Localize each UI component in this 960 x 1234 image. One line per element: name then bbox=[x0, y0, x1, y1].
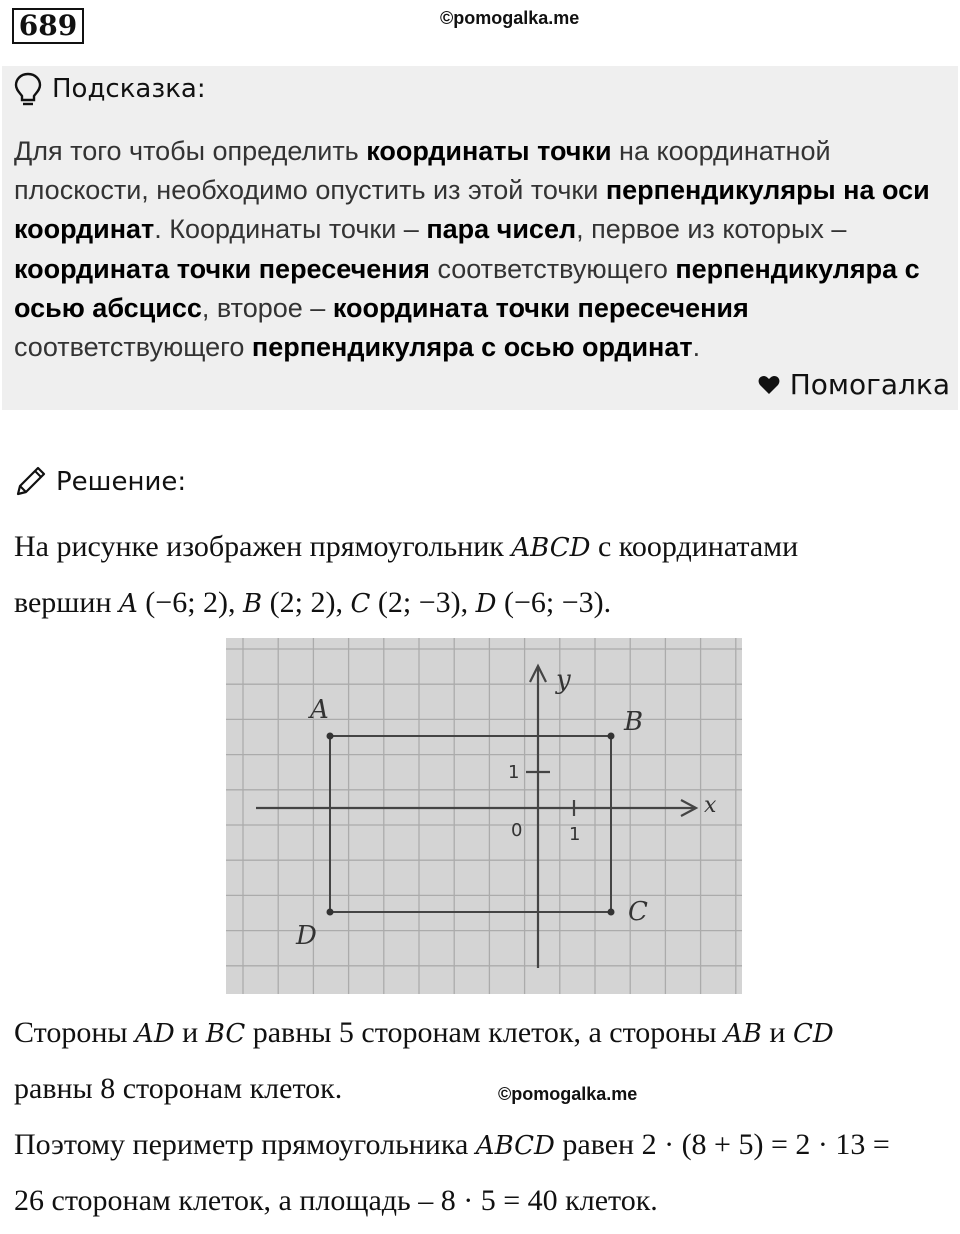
solution-line-1 bbox=[14, 530, 798, 564]
text-part: На рисунке изображен прямоугольник bbox=[14, 530, 512, 563]
vertex-d bbox=[327, 909, 334, 916]
label-y: y bbox=[556, 665, 571, 695]
text-part: Стороны bbox=[14, 1016, 136, 1049]
label-a: A bbox=[310, 695, 329, 725]
hint-title bbox=[14, 72, 206, 106]
hint-text-part: . Координаты точки – bbox=[154, 214, 427, 245]
heart-icon bbox=[758, 375, 780, 395]
math-ad: AD bbox=[135, 1019, 175, 1049]
coord-d: (−6; −3). bbox=[496, 586, 612, 619]
watermark-top: ©pomogalka.me bbox=[440, 8, 580, 28]
hint-text-part: Для того чтобы определить bbox=[14, 136, 367, 166]
solution-title-text: Решение: bbox=[56, 467, 187, 497]
label-one-y: 1 bbox=[508, 762, 520, 783]
hint-text bbox=[14, 132, 954, 367]
lightbulb-icon bbox=[14, 72, 42, 106]
hint-text-part: . bbox=[692, 332, 701, 363]
math-abcd: ABCD bbox=[475, 1131, 555, 1161]
solution-line-5 bbox=[14, 1128, 890, 1162]
math-b: B bbox=[243, 589, 263, 619]
problem-number: 689 bbox=[12, 8, 84, 44]
vertex-a bbox=[327, 733, 334, 740]
brand-name: Помогалка bbox=[789, 368, 950, 401]
label-b: B bbox=[624, 707, 644, 737]
hint-text-bold: перпендикуляры на оси координат bbox=[14, 175, 930, 245]
text-part: с координатами bbox=[590, 530, 799, 563]
solution-line-4: равны 8 сторонам клеток. bbox=[14, 1072, 343, 1105]
label-c: C bbox=[628, 897, 648, 927]
coordinate-figure bbox=[226, 638, 742, 994]
hint-text-bold: перпендикуляра с осью абсцисс bbox=[14, 253, 920, 323]
hint-title-text: Подсказка: bbox=[52, 74, 206, 104]
math-abcd: ABCD bbox=[511, 533, 591, 563]
brand bbox=[758, 368, 950, 401]
text-part: и bbox=[174, 1016, 206, 1049]
text-part: равны 5 сторонам клеток, а стороны bbox=[245, 1016, 725, 1049]
solution-title bbox=[14, 466, 186, 498]
math-cd: CD bbox=[792, 1019, 834, 1049]
coord-c: (2; −3), bbox=[370, 586, 476, 619]
hint-text-bold: координаты точки bbox=[366, 136, 612, 166]
solution-line-2 bbox=[14, 586, 611, 620]
math-d: D bbox=[475, 589, 497, 619]
label-d: D bbox=[296, 921, 317, 951]
vertex-c bbox=[608, 909, 615, 916]
text-part: и bbox=[761, 1016, 793, 1049]
watermark-middle: ©pomogalka.me bbox=[498, 1084, 638, 1104]
math-c: C bbox=[350, 589, 371, 619]
coord-a: (−6; 2), bbox=[137, 586, 244, 619]
math-ab: AB bbox=[724, 1019, 762, 1049]
hint-text-part: , второе – bbox=[201, 292, 333, 323]
hint-text-bold: пара чисел bbox=[426, 214, 577, 245]
label-one-x: 1 bbox=[569, 824, 581, 845]
hint-text-part: , первое из которых – bbox=[576, 214, 847, 245]
hint-text-bold: координата точки пересечения bbox=[332, 292, 749, 323]
hint-text-part: соответствующего bbox=[14, 332, 252, 363]
vertex-b bbox=[608, 733, 615, 740]
coord-b: (2; 2), bbox=[262, 586, 351, 619]
text-part: Поэтому периметр прямоугольника bbox=[14, 1128, 476, 1161]
label-x: x bbox=[704, 793, 717, 818]
label-origin: 0 bbox=[511, 820, 523, 841]
hint-text-bold: перпендикуляра с осью ординат bbox=[251, 332, 693, 363]
hint-text-bold: координата точки пересечения bbox=[14, 253, 430, 284]
math-bc: BC bbox=[205, 1019, 246, 1049]
hint-text-part: соответствующего bbox=[429, 253, 676, 284]
solution-line-6: 26 сторонам клеток, а площадь – 8 · 5 = 40 клеток. bbox=[14, 1184, 658, 1217]
solution-line-3 bbox=[14, 1016, 834, 1050]
hint-text-part: на координатной плоскости, необходимо опустить из этой точки bbox=[14, 136, 831, 206]
text-part: равен 2 · (8 + 5) = 2 · 13 = bbox=[554, 1128, 890, 1161]
math-a: A bbox=[119, 589, 138, 619]
pencil-icon bbox=[14, 466, 48, 498]
text-part: вершин bbox=[14, 586, 120, 619]
